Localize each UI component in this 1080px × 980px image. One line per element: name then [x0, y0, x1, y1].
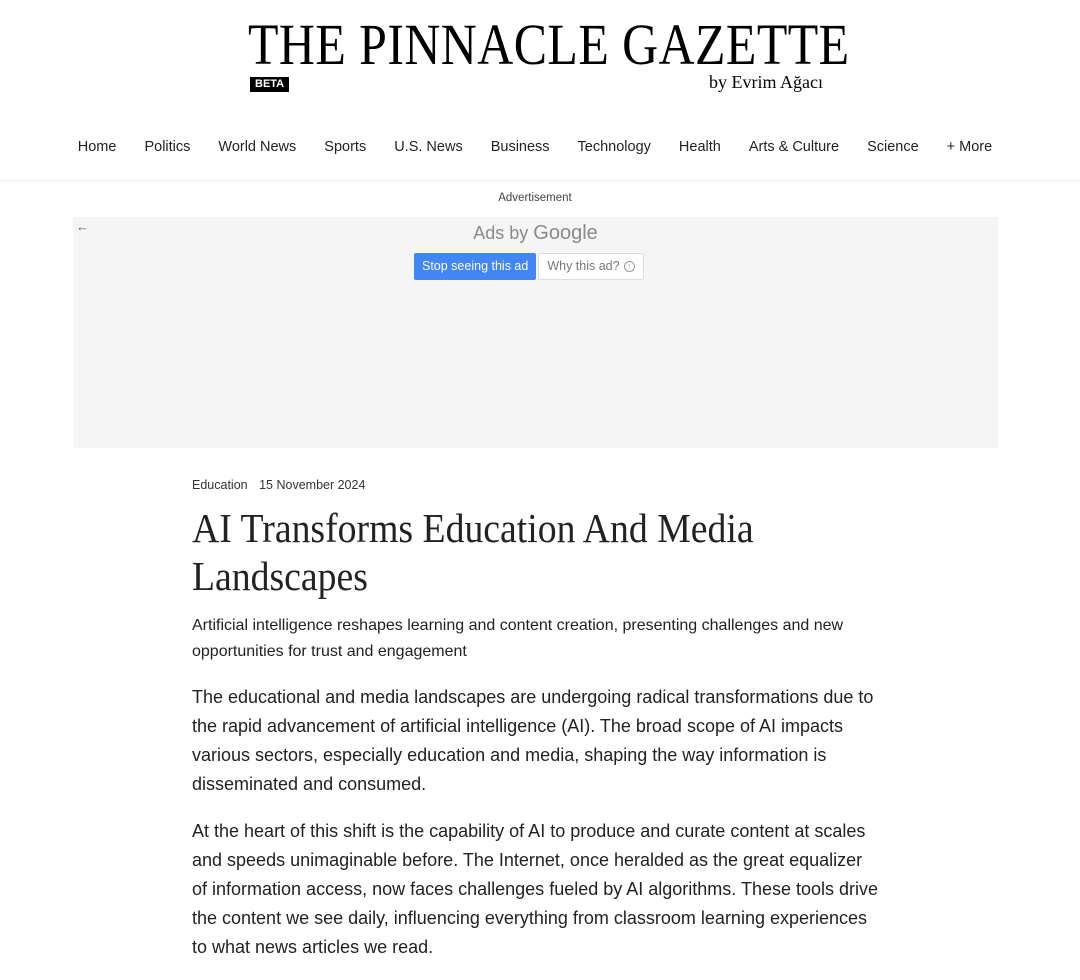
masthead [0, 0, 1080, 110]
nav-item-politics[interactable]: Politics [144, 139, 191, 155]
ads-by-brand: Google [533, 222, 598, 244]
why-this-ad-label: Why this ad? [547, 259, 620, 273]
article-paragraph: At the heart of this shift is the capability of AI to produce and curate content at scales and speeds unimaginable before. The Internet, once heralded as the great equalizer of information access, now faces challenges fueled by AI algorithms. These tools drive the content we see daily, influencing everything from classroom learning experiences to what news articles we read. [192, 821, 879, 957]
main-nav [0, 126, 1080, 181]
nav-item-us-news[interactable]: U.S. News [394, 139, 463, 155]
nav-item-technology[interactable]: Technology [577, 139, 651, 155]
nav-item-science[interactable]: Science [867, 139, 919, 155]
article-meta [192, 478, 892, 496]
article [192, 478, 892, 980]
article-subhead: Artificial intelligence reshapes learning and content creation, presenting challenges and new opportunities for trust and engagement [192, 617, 844, 660]
ad-container [73, 217, 998, 448]
nav-item-more[interactable]: + More [946, 139, 993, 155]
nav-item-sports[interactable]: Sports [324, 139, 367, 155]
beta-badge: BETA [250, 77, 289, 92]
stop-seeing-ad-button[interactable]: Stop seeing this ad [414, 253, 536, 280]
info-icon: i [624, 261, 635, 272]
nav-item-business[interactable]: Business [490, 139, 550, 155]
brand-byline: by Evrim Ağacı [709, 72, 823, 92]
ad-buttons [414, 253, 644, 280]
ads-by-prefix: Ads by [473, 223, 529, 243]
site-logo-title[interactable]: THE PINNACLE GAZETTE [248, 12, 850, 77]
article-headline: AI Transforms Education And Media Landscapes [192, 505, 754, 599]
why-this-ad-button[interactable] [538, 253, 643, 280]
nav-item-world-news[interactable]: World News [218, 139, 297, 155]
article-paragraph: The educational and media landscapes are undergoing radical transformations due to the rapid advancement of artificial intelligence (AI). The broad scope of AI impacts various sectors, especially education and media, shaping the way information is disseminated and consumed. [192, 687, 874, 794]
nav-item-arts-culture[interactable]: Arts & Culture [748, 139, 840, 155]
arrow-left-icon[interactable]: ← [76, 219, 89, 234]
nav-item-home[interactable]: Home [77, 139, 117, 155]
nav-list [0, 126, 1070, 168]
advertisement-label: Advertisement [498, 192, 572, 204]
article-date: 15 November 2024 [259, 478, 366, 492]
article-category[interactable]: Education [192, 478, 248, 492]
ads-by-google [73, 222, 998, 245]
nav-item-health[interactable]: Health [678, 139, 721, 155]
